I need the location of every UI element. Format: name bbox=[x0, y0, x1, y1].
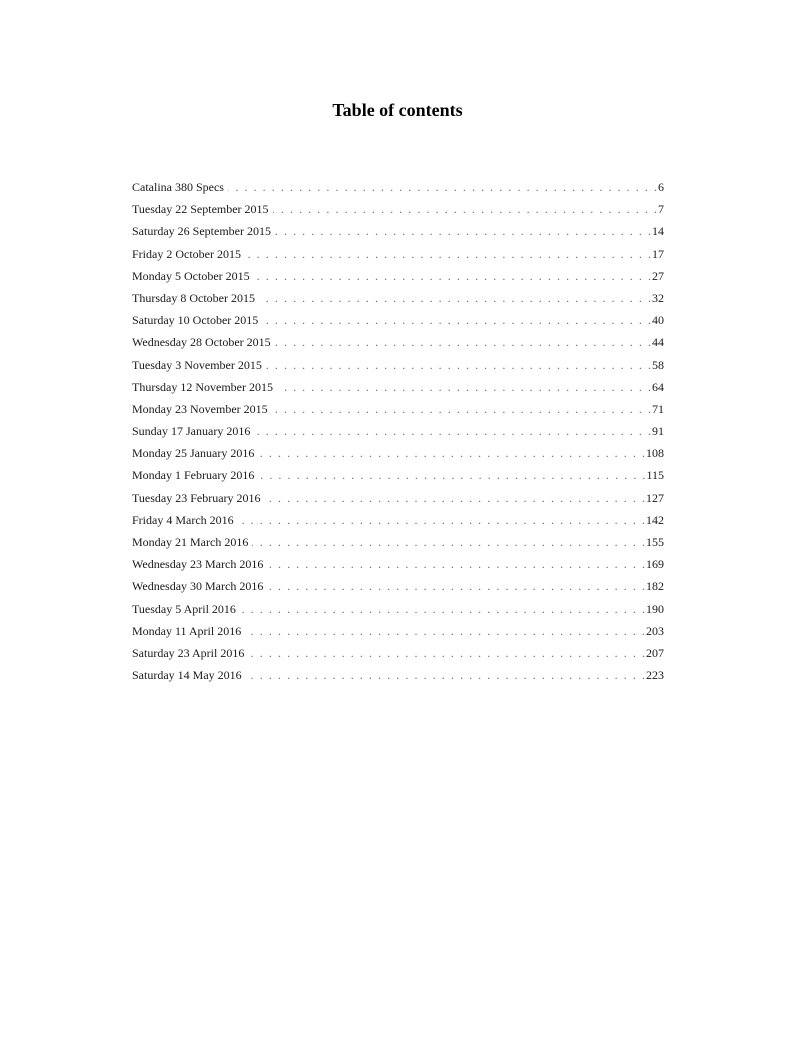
toc-entry[interactable] bbox=[132, 265, 664, 287]
toc-entry-page: 207 bbox=[646, 645, 664, 660]
toc-entry-page: 27 bbox=[652, 268, 664, 283]
toc-dot-leader bbox=[267, 553, 645, 575]
toc-entry-page: 64 bbox=[652, 379, 664, 394]
toc-dot-leader bbox=[254, 265, 651, 287]
toc-entry-label: Monday 25 January 2016 bbox=[132, 446, 255, 461]
toc-dot-leader bbox=[259, 287, 651, 309]
toc-dot-leader bbox=[252, 531, 645, 553]
toc-entry-page: 155 bbox=[646, 535, 664, 549]
toc-entry[interactable] bbox=[132, 309, 664, 331]
toc-entry-page: 115 bbox=[646, 468, 664, 483]
toc-entry-label: Monday 21 March 2016 bbox=[132, 535, 249, 549]
toc-entry-page: 58 bbox=[652, 357, 664, 372]
toc-entry-page: 142 bbox=[646, 512, 664, 527]
toc-entry-page: 108 bbox=[646, 446, 664, 461]
toc-dot-leader bbox=[258, 464, 645, 486]
toc-dot-leader bbox=[228, 176, 657, 198]
toc-entry-label: Tuesday 3 November 2015 bbox=[132, 357, 262, 372]
toc-entry-label: Monday 5 October 2015 bbox=[132, 268, 250, 283]
toc-entry-label: Saturday 10 October 2015 bbox=[132, 313, 259, 328]
toc-dot-leader bbox=[275, 220, 651, 242]
toc-entry-label: Tuesday 5 April 2016 bbox=[132, 601, 236, 616]
toc-entry-page: 44 bbox=[652, 335, 664, 350]
toc-entry-label: Sunday 17 January 2016 bbox=[132, 424, 251, 439]
toc-entry-page: 71 bbox=[652, 401, 664, 416]
toc-dot-leader bbox=[240, 598, 645, 620]
toc-entry[interactable] bbox=[132, 198, 664, 220]
toc-entry-page: 17 bbox=[652, 246, 664, 261]
toc-entry[interactable] bbox=[132, 442, 664, 464]
toc-entry-label: Friday 2 October 2015 bbox=[132, 246, 241, 261]
toc-entry-label: Saturday 14 May 2016 bbox=[132, 668, 242, 683]
toc-entry[interactable] bbox=[132, 575, 664, 597]
toc-entry[interactable] bbox=[132, 531, 664, 553]
toc-entry-page: 127 bbox=[646, 490, 664, 505]
toc-entry[interactable] bbox=[132, 642, 664, 664]
toc-entry[interactable] bbox=[132, 220, 664, 242]
toc-entry-label: Saturday 26 September 2015 bbox=[132, 224, 271, 239]
toc-entry[interactable] bbox=[132, 176, 664, 198]
toc-dot-leader bbox=[272, 398, 651, 420]
toc-entry-label: Wednesday 30 March 2016 bbox=[132, 579, 264, 594]
toc-entry[interactable] bbox=[132, 331, 664, 353]
toc-entry-page: 7 bbox=[658, 202, 664, 217]
toc-dot-leader bbox=[245, 243, 651, 265]
toc-entry[interactable] bbox=[132, 243, 664, 265]
toc-entry-page: 6 bbox=[658, 180, 664, 194]
toc-entry-label: Tuesday 22 September 2015 bbox=[132, 202, 269, 217]
toc-entry[interactable] bbox=[132, 354, 664, 376]
toc-entry-label: Monday 23 November 2015 bbox=[132, 401, 268, 416]
toc-entry-label: Thursday 8 October 2015 bbox=[132, 290, 255, 305]
toc-entry[interactable] bbox=[132, 398, 664, 420]
toc-entry[interactable] bbox=[132, 553, 664, 575]
toc-entry-label: Tuesday 23 February 2016 bbox=[132, 490, 261, 505]
toc-dot-leader bbox=[246, 664, 645, 686]
toc-dot-leader bbox=[245, 620, 645, 642]
toc-entry-label: Thursday 12 November 2015 bbox=[132, 379, 273, 394]
toc-dot-leader bbox=[267, 575, 645, 597]
toc-entry-page: 91 bbox=[652, 424, 664, 439]
toc-dot-leader bbox=[273, 198, 657, 220]
toc-entry[interactable] bbox=[132, 620, 664, 642]
toc-entry[interactable] bbox=[132, 376, 664, 398]
toc-entry-page: 223 bbox=[646, 668, 664, 683]
toc-entry[interactable] bbox=[132, 420, 664, 442]
toc-dot-leader bbox=[265, 487, 645, 509]
toc-entry-page: 40 bbox=[652, 313, 664, 328]
toc-dot-leader bbox=[238, 509, 645, 531]
toc-entry[interactable] bbox=[132, 509, 664, 531]
toc-entry[interactable] bbox=[132, 664, 664, 686]
toc-dot-leader bbox=[262, 309, 651, 331]
toc-entry-page: 203 bbox=[646, 623, 664, 638]
toc-entry[interactable] bbox=[132, 464, 664, 486]
toc-entry-label: Wednesday 23 March 2016 bbox=[132, 557, 264, 572]
page-title: Table of contents bbox=[332, 100, 463, 120]
toc-list bbox=[132, 176, 664, 686]
toc-entry-label: Catalina 380 Specs bbox=[132, 180, 224, 194]
toc-entry-label: Saturday 23 April 2016 bbox=[132, 645, 245, 660]
toc-entry-label: Friday 4 March 2016 bbox=[132, 512, 234, 527]
toc-dot-leader bbox=[266, 354, 651, 376]
toc-entry[interactable] bbox=[132, 487, 664, 509]
toc-entry-label: Monday 1 February 2016 bbox=[132, 468, 255, 483]
toc-dot-leader bbox=[277, 376, 651, 398]
toc-entry[interactable] bbox=[132, 287, 664, 309]
toc-entry-page: 14 bbox=[652, 224, 664, 239]
toc-entry-page: 182 bbox=[646, 579, 664, 594]
toc-entry[interactable] bbox=[132, 598, 664, 620]
toc-dot-leader bbox=[248, 642, 645, 664]
toc-entry-page: 190 bbox=[646, 601, 664, 616]
toc-dot-leader bbox=[258, 442, 645, 464]
toc-entry-label: Wednesday 28 October 2015 bbox=[132, 335, 271, 350]
toc-dot-leader bbox=[254, 420, 651, 442]
toc-dot-leader bbox=[275, 331, 651, 353]
toc-entry-page: 169 bbox=[646, 557, 664, 572]
toc-entry-label: Monday 11 April 2016 bbox=[132, 623, 242, 638]
toc-entry-page: 32 bbox=[652, 290, 664, 305]
